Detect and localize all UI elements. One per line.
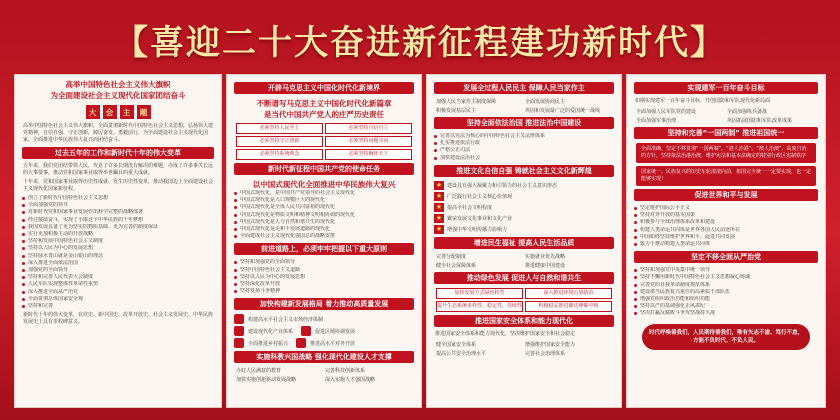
grid-item: 完善社会治理体系 xyxy=(525,350,566,357)
icon-row-label: 建设现代化产业体系 xyxy=(248,328,294,335)
reunification-box: 国家统一、民族复兴的历史车轮滚滚向前，祖国完全统一一定要实现，也一定能够实现！ xyxy=(636,166,816,186)
livelihood-grid xyxy=(436,253,612,269)
col2-sub-line2: 是当代中国共产党人的庄严历史责任 xyxy=(264,110,384,119)
col2-header-4: 加快构建新发展格局 着力推动高质量发展 xyxy=(234,298,414,310)
col1-para: 五年来，我们党团结带领人民，攻克了许多长期没有解决的难题，办成了许多事关长远的大事要事，推动党和国家事业取得举世瞩目的重大成就。 xyxy=(23,163,214,176)
col3-header-3: 推进文化自信自强 铸就社会主义文化新辉煌 xyxy=(434,165,614,177)
col1-para: 十年来，党和国家事业取得历史性成就、发生历史性变革，推动我国迈上全面建设社会主义现代化国家新征程。 xyxy=(23,179,214,192)
list-item: 坚持对外开放的基本国策 xyxy=(632,212,820,219)
icon-row-label: 推进高水平对外开放 xyxy=(310,340,356,347)
list-item: 增强党组织政治功能和组织功能 xyxy=(632,296,820,303)
list-item: 坚持深化改革开放 xyxy=(232,281,416,288)
bullet-icon xyxy=(301,326,311,336)
column-1-panel xyxy=(14,74,222,408)
list-item: 全面贯彻总体国家安全观 xyxy=(20,296,216,303)
list-item: 坚持和发展中国特色社会主义制度 xyxy=(20,238,216,245)
column-2-panel xyxy=(226,74,422,408)
bullet-icon xyxy=(234,326,244,336)
star-row xyxy=(434,214,614,223)
principle-tag: 必须坚持人民至上 xyxy=(236,123,323,134)
page-banner-title: 【喜迎二十大奋进新征程建功新时代】 xyxy=(114,22,726,63)
list-item: 创立了新时代中国特色社会主义思想 xyxy=(20,195,216,202)
col1-title-line1: 高举中国特色社会主义伟大旗帜 xyxy=(65,80,171,89)
list-item: 坚决打赢反腐败斗争攻坚战持久战 xyxy=(632,310,820,317)
list-item: 坚持以人民为中心的发展思想 xyxy=(232,274,416,281)
list-item: 人民军队实现整体性革命性重塑 xyxy=(20,281,216,288)
list-item: 坚持不懈用新时代中国特色社会主义思想凝心铸魂 xyxy=(632,274,820,281)
green-tag: 深入推进环境污染防治 xyxy=(525,288,612,299)
chip: 主 xyxy=(120,105,134,119)
list-item: 经过接续奋斗，实现了小康这个中华民族的千年梦想 xyxy=(20,217,216,224)
list-item: 深入推进全面依法治国 xyxy=(20,260,216,267)
edu-grid xyxy=(236,367,412,383)
list-item: 坚持发扬斗争精神 xyxy=(232,288,416,295)
list-item: 全面建成社会主义现代化强国总的战略安排 xyxy=(232,233,416,240)
principle-tag: 必须坚持守正创新 xyxy=(236,136,323,147)
list-item: 中国式现代化，是中国共产党领导的社会主义现代化 xyxy=(232,190,416,197)
col1-footer: 新时代十年的伟大变革，在党史、新中国史、改革开放史、社会主义发展史、中华民族发展史上具有里程碑意义。 xyxy=(23,312,214,326)
grid-item: 全面加强军事治理 xyxy=(636,118,677,124)
grid-item: 巩固和发展最广泛的爱国统一战线 xyxy=(525,108,601,114)
list-item: 完善党的自我革命制度规范体系 xyxy=(632,282,820,289)
list-item: 坚持绿水青山就是金山银山的理念 xyxy=(20,253,216,260)
col3-header-6: 推进国家安全体系和能力现代化 xyxy=(434,315,614,327)
security-grid xyxy=(436,341,612,357)
list-item: 实行更加积极主动的开放战略 xyxy=(20,231,216,238)
chip: 题 xyxy=(137,105,151,119)
grid-item: 办好人民满意的教育 xyxy=(236,368,282,375)
column-4-panel xyxy=(626,74,826,408)
list-item: 中国式现代化是人口规模巨大的现代化 xyxy=(232,197,416,204)
list-item: 坚持以严的基调强化正风肃纪 xyxy=(632,303,820,310)
list-item: 对新时代党和国家事业发展作出科学完整的战略部署 xyxy=(20,209,216,216)
bullet-icon xyxy=(296,338,306,348)
green-grid xyxy=(436,288,612,312)
chip: 大 xyxy=(86,105,100,119)
grid-item: 巩固拓展国防和军队改革成果 xyxy=(727,118,793,124)
green-tag: 积极稳妥推进碳达峰碳中和 xyxy=(525,301,612,312)
list-item: 扎实推进依法行政 xyxy=(432,140,616,147)
list-item: 致力于推动构建人类命运共同体 xyxy=(632,241,820,248)
green-tag: 加快发展方式绿色转型 xyxy=(436,288,523,299)
list-item: 积极参与全球治理体系改革和建设 xyxy=(632,219,820,226)
col4-header-4: 坚定不移全面从严治党 xyxy=(634,251,818,263)
star-row xyxy=(434,192,614,201)
grid-item: 加强人民当家作主制度保障 xyxy=(436,99,497,105)
list-item: 加快建设法治社会 xyxy=(432,155,616,162)
bullet-icon xyxy=(234,314,244,324)
bullet-icon xyxy=(234,338,244,348)
col2-header-2: 新时代新征程中国共产党的使命任务 xyxy=(234,163,414,175)
icon-row-label: 构建高水平社会主义市场经济体制 xyxy=(248,316,324,323)
star-row-label: 繁荣发展文化事业和文化产业 xyxy=(447,215,513,222)
list-item: 完善以宪法为核心的中国特色社会主义法律体系 xyxy=(432,133,616,140)
star-row-label: 建设具有强大凝聚力和引领力的社会主义意识形态 xyxy=(447,182,558,189)
principle-tags xyxy=(236,123,412,160)
col2-header-3: 前进道路上，必须牢牢把握以下重大原则 xyxy=(234,243,414,255)
list-item: 深入推进全面从严治党 xyxy=(20,289,216,296)
star-row xyxy=(434,203,614,212)
list-item: 坚持以人民为中心的发展思想 xyxy=(20,245,216,252)
list-item: 加强党的全面领导 xyxy=(20,267,216,274)
list-item: 构建人类命运共同体是世界各国人民前途所在 xyxy=(632,227,820,234)
star-icon: ★ xyxy=(435,181,443,190)
column-3-panel xyxy=(426,74,622,408)
col3-header-4: 增进民生福祉 提高人民生活品质 xyxy=(434,237,614,249)
list-item: 坚定维护国际公平正义 xyxy=(632,205,820,212)
grid-item: 增强维护国家安全能力 xyxy=(525,341,576,348)
star-icon: ★ xyxy=(435,225,443,234)
green-tag: 提升生态系统多样性、稳定性、持续性 xyxy=(436,301,523,312)
list-item: 坚持和加强党中央集中统一领导 xyxy=(632,267,820,274)
principle-tag: 必须坚持胸怀天下 xyxy=(325,149,412,160)
icon-row xyxy=(234,326,414,336)
icon-row xyxy=(234,338,414,348)
col4-header-3: 促进世界和平与发展 xyxy=(634,189,818,201)
grid-item: 提高公共安全治理水平 xyxy=(436,350,487,357)
col3-header-1: 发展全过程人民民主 保障人民当家作主 xyxy=(434,82,614,94)
list-item: 中国式现代化是人与自然和谐共生的现代化 xyxy=(232,219,416,226)
col1-section-header: 过去五年的工作和新时代十年的伟大变革 xyxy=(22,147,214,159)
list-item: 严格公正司法 xyxy=(432,147,616,154)
principle-tag: 必须坚持问题导向 xyxy=(325,136,412,147)
col1-intro: 高举中国特色社会主义伟大旗帜，全面贯彻新时代中国特色社会主义思想，弘扬伟大建党精神，自信自强、守正创新，踔厉奋发、勇毅前行，为全面建设社会主义现代化国家、全面推进中华民族伟大复兴而团结奋斗。 xyxy=(23,123,214,143)
grid-item: 加快实施创新驱动发展战略 xyxy=(236,377,297,384)
icon-row xyxy=(234,314,414,324)
star-icon: ★ xyxy=(435,214,443,223)
col3-header-2: 坚持全面依法治国 推进法治中国建设 xyxy=(434,117,614,129)
military-grid xyxy=(636,108,816,124)
col3-header-5: 推动绿色发展 促进人与自然和谐共生 xyxy=(434,272,614,284)
grid-item: 深入实施人才强国战略 xyxy=(325,377,376,384)
list-item: 全面加强党的领导 xyxy=(20,202,216,209)
col3-para: 推进国家安全体系和能力现代化，坚决维护国家安全和社会稳定 xyxy=(435,330,576,337)
col2-sub-line1: 不断谱写马克思主义中国化时代化新篇章 xyxy=(256,99,392,108)
grid-item: 健全国家安全体系 xyxy=(436,341,477,348)
principle-tag: 必须坚持自信自立 xyxy=(325,123,412,134)
col4-header-2: 坚持和完善“一国两制” 推进祖国统一 xyxy=(634,127,818,139)
principle-tag: 必须坚持系统观念 xyxy=(236,149,323,160)
theme-chips xyxy=(20,105,216,119)
star-row-label: 增强中华文明传播力影响力 xyxy=(447,226,508,233)
list-item: 坚持和加强党的全面领导 xyxy=(232,259,416,266)
one-country-box: 全面准确、坚定不移贯彻“一国两制”、“港人治港”、“澳人治澳”、高度自治的方针，坚持依法治港治澳，维护宪法和基本法确定的特别行政区宪制秩序 xyxy=(636,143,816,163)
grid-item: 健全社会保障体系 xyxy=(436,262,477,269)
col1-title-line2: 为全面建设社会主义现代化国家团结奋斗 xyxy=(50,91,186,100)
icon-row-label: 促进区域协调发展 xyxy=(315,328,356,335)
closing-statement: 时代呼唤着我们，人民期待着我们，唯有矢志不渝、笃行不怠，方能不负时代、不负人民。 xyxy=(642,324,810,350)
col4-header-1: 实现建军一百年奋斗目标 xyxy=(634,82,818,94)
grid-item: 完善分配制度 xyxy=(436,253,467,260)
list-item: 坚持中国特色社会主义道路 xyxy=(232,267,416,274)
grid-item: 全面加强练兵备战 xyxy=(727,109,768,115)
grid-item: 推进健康中国建设 xyxy=(525,262,566,269)
grid-item: 全面加强人民军队党的建设 xyxy=(636,109,697,115)
list-item: 中国式现代化是全体人民共同富裕的现代化 xyxy=(232,204,416,211)
grid-item: 实施就业优先战略 xyxy=(525,253,566,260)
col2-header-5: 实施科教兴国战略 强化现代化建设人才支撑 xyxy=(234,351,414,363)
list-item: 坚持和完善 xyxy=(20,303,216,310)
star-row-label: 广泛践行社会主义核心价值观 xyxy=(447,193,513,200)
chip: 会 xyxy=(103,105,117,119)
list-item: 中国式现代化是物质文明和精神文明相协调的现代化 xyxy=(232,212,416,219)
list-item: 坚持和完善人民代表大会制度 xyxy=(20,274,216,281)
list-item: 中国始终坚持维护世界和平、促进共同发展 xyxy=(632,234,820,241)
list-item: 我国发展具备了更为坚实的物质基础、更为完善的制度保证 xyxy=(20,224,216,231)
list-item: 中国式现代化是走和平发展道路的现代化 xyxy=(232,226,416,233)
grid-item: 全面发展协商民主 xyxy=(525,99,566,105)
democracy-grid xyxy=(436,98,612,114)
grid-item: 完善科技创新体系 xyxy=(325,368,366,375)
icon-row-label: 全面推进乡村振兴 xyxy=(248,340,289,347)
star-icon: ★ xyxy=(435,192,443,201)
star-icon: ★ xyxy=(435,203,443,212)
col2-sub-2: 以中国式现代化全面推进中华民族伟大复兴 xyxy=(252,180,396,189)
star-row xyxy=(434,225,614,234)
list-item: 建设堪当民族复兴重任的高素质干部队伍 xyxy=(632,289,820,296)
star-row xyxy=(434,181,614,190)
col4-para: 如期实现建军一百年奋斗目标，开创国防和军队现代化新局面 xyxy=(635,98,771,104)
grid-item: 积极发展基层民主 xyxy=(436,108,477,114)
col2-header-1: 开辟马克思主义中国化时代化新境界 xyxy=(234,82,414,94)
star-row-label: 提高全社会文明程度 xyxy=(447,204,493,211)
